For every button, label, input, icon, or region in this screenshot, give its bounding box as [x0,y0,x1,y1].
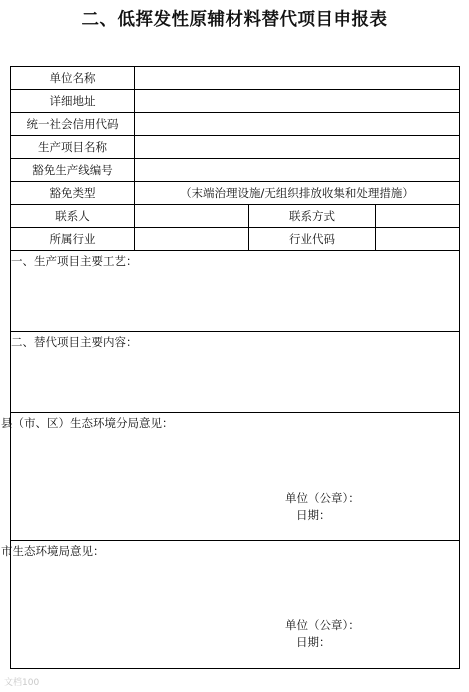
label-project-name: 生产项目名称 [11,136,135,159]
field-industry-code[interactable] [376,228,460,251]
field-project-name[interactable] [135,136,460,159]
label-contact-method: 联系方式 [249,205,376,228]
county-seal-label: 单位（公章）： [285,491,360,505]
row-city-opinion [11,541,460,669]
city-date-label: 日期： [296,635,331,649]
row-exempt-line-no [11,159,460,182]
label-exempt-line-no: 豁免生产线编号 [11,159,135,182]
field-address[interactable] [135,90,460,113]
row-county-opinion [11,413,460,541]
label-credit-code: 统一社会信用代码 [11,113,135,136]
city-opinion-heading: 市生态环境局意见： [1,544,105,558]
process-section[interactable] [11,251,460,332]
city-opinion-section[interactable] [1,541,460,669]
row-contact [11,205,460,228]
process-section-heading: 一、生产项目主要工艺： [11,254,138,268]
field-unit-name[interactable] [135,67,460,90]
county-date-label: 日期： [296,508,331,522]
row-process-section [11,251,460,332]
label-exempt-type: 豁免类型 [11,182,135,205]
county-opinion-section[interactable] [1,413,460,541]
city-seal-label: 单位（公章）： [285,618,360,632]
row-substitution-section [11,332,460,413]
field-credit-code[interactable] [135,113,460,136]
exempt-type-note[interactable]: （末端治理设施/无组织排放收集和处理措施） [135,182,460,205]
watermark-logo: 文档100 [4,678,40,688]
county-opinion-heading: 县（市、区）生态环境分局意见： [1,416,174,430]
row-credit-code [11,113,460,136]
form-title: 二、低挥发性原辅材料替代项目申报表 [81,10,388,30]
row-project-name [11,136,460,159]
label-contact-person: 联系人 [11,205,135,228]
application-form-table [1,66,460,669]
row-address [11,90,460,113]
label-address: 详细地址 [11,90,135,113]
row-unit-name [11,67,460,90]
substitution-section-heading: 二、替代项目主要内容： [11,335,138,349]
label-unit-name: 单位名称 [11,67,135,90]
label-industry-code: 行业代码 [249,228,376,251]
label-industry: 所属行业 [11,228,135,251]
substitution-section[interactable] [11,332,460,413]
field-industry[interactable] [135,228,249,251]
field-contact-person[interactable] [135,205,249,228]
field-contact-method[interactable] [376,205,460,228]
row-exempt-type [11,182,460,205]
field-exempt-line-no[interactable] [135,159,460,182]
row-industry [11,228,460,251]
